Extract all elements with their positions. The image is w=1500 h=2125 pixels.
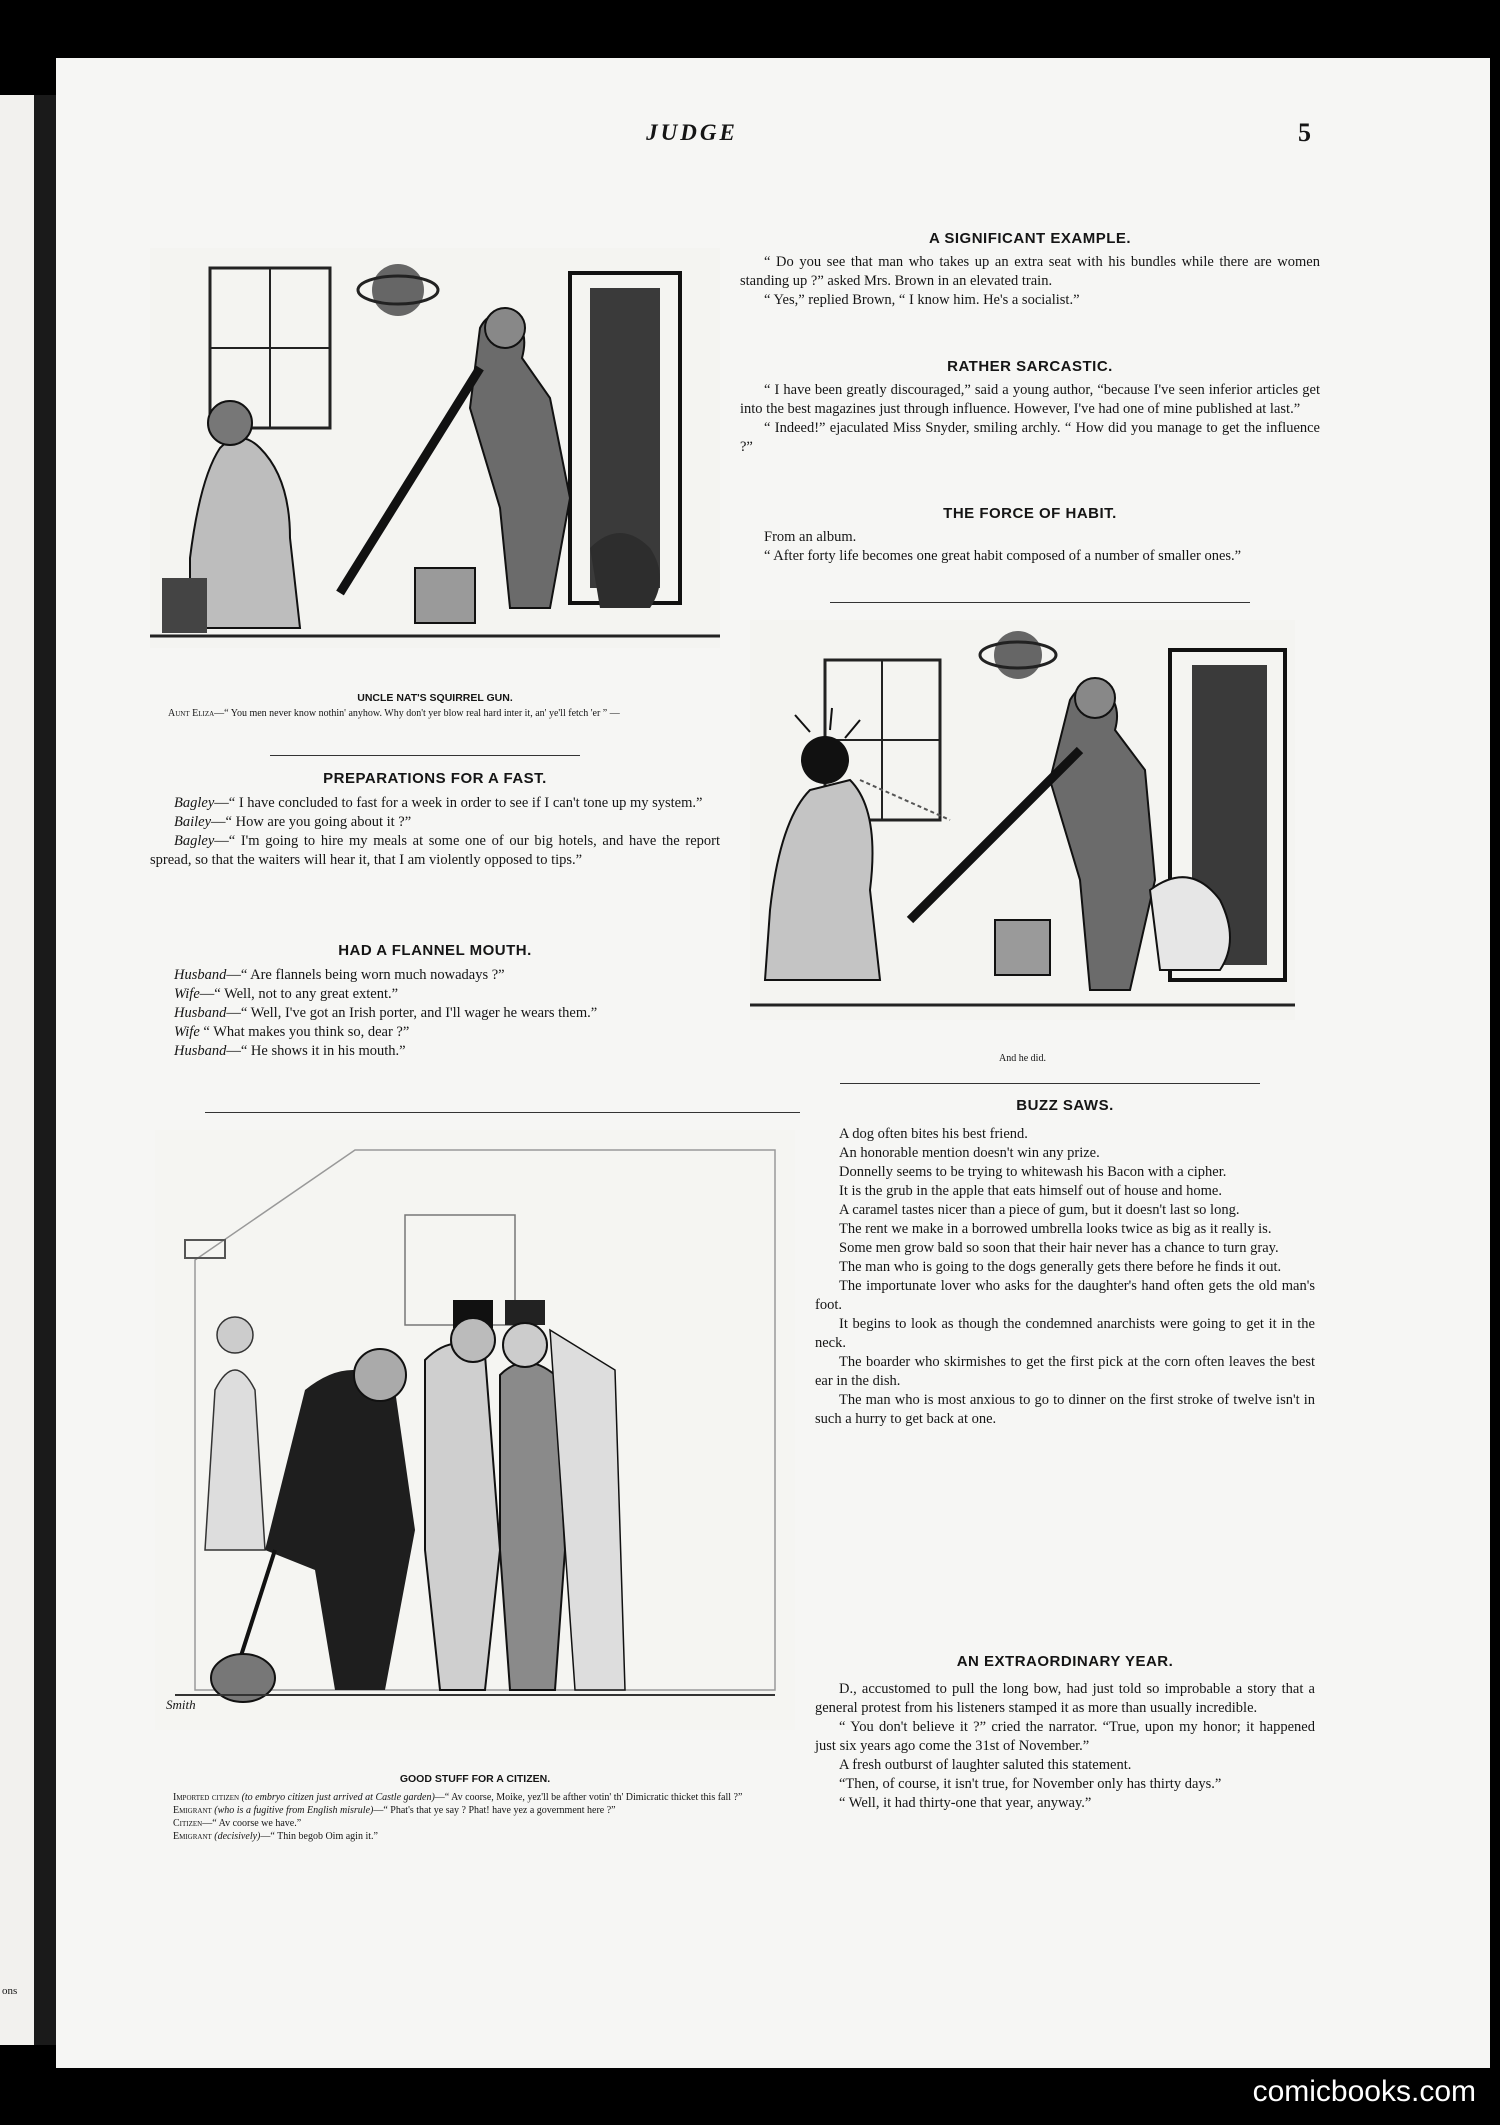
article-paragraph: “ Do you see that man who takes up an extra seat with his bundles while there are women standing up ?” asked Mrs. Brown in an elevated train. — [740, 254, 1320, 289]
dialogue-line: —“ I have concluded to fast for a week in order to see if I can't tone up my system.” — [214, 795, 703, 811]
list-item: The man who is going to the dogs generally gets there before he finds it out. — [839, 1259, 1282, 1275]
habit-headline: THE FORCE OF HABIT. — [943, 505, 1117, 522]
habit-article — [740, 528, 1320, 566]
dialogue-line: —“ Well, not to any great extent.” — [199, 986, 399, 1002]
article-paragraph: “ I have been greatly discouraged,” said a young author, “because I've seen inferior articles get into the best magazines just through influence. However, I've had one of mine published at last.” — [740, 382, 1320, 417]
caption-speaker: Emigrant — [173, 1831, 212, 1842]
list-item: The rent we make in a borrowed umbrella looks twice as big as it really is. — [839, 1221, 1272, 1237]
book-spine — [34, 95, 56, 2045]
extraordinary-headline: AN EXTRAORDINARY YEAR. — [956, 1653, 1174, 1670]
article-paragraph: “ You don't believe it ?” cried the narrator. “True, upon my honor; it happened just six years ago come the 31st of November.” — [815, 1719, 1315, 1754]
cartoon3-title: GOOD STUFF FOR A CITIZEN. — [399, 1773, 551, 1785]
sarcastic-headline: RATHER SARCASTIC. — [947, 358, 1113, 375]
preparations-headline: PREPARATIONS FOR A FAST. — [323, 770, 547, 787]
cartoon3-caption — [155, 1791, 795, 1843]
article-paragraph: From an album. — [764, 529, 857, 545]
dialogue-speaker: Wife — [174, 1024, 200, 1040]
list-item: The boarder who skirmishes to get the first pick at the corn often leaves the best ear in the dish. — [815, 1354, 1315, 1389]
divider-rule — [270, 755, 580, 756]
dialogue-speaker: Bailey — [174, 814, 212, 830]
flannel-article — [150, 966, 720, 1061]
list-item: The importunate lover who asks for the daughter's hand often gets the old man's foot. — [815, 1278, 1315, 1313]
watermark-text: comicbooks.com — [1252, 2075, 1476, 2108]
significant-article — [740, 253, 1320, 310]
caption-line: —“ Av coorse we have.” — [202, 1818, 302, 1829]
dialogue-speaker: Bagley — [174, 833, 215, 849]
sarcastic-article — [740, 381, 1320, 457]
left-page-edge-text: ons — [2, 1985, 18, 1997]
dialogue-line: “ What makes you think so, dear ?” — [199, 1024, 410, 1040]
cartoon3-signature: Smith — [166, 1697, 196, 1712]
caption-line: —“ Thin begob Oim agin it.” — [260, 1831, 378, 1842]
list-item: The man who is most anxious to go to dinner on the first stroke of twelve isn't in such a hurry to get back at one. — [815, 1392, 1315, 1427]
article-paragraph: “Then, of course, it isn't true, for November only has thirty days.” — [839, 1776, 1222, 1792]
dialogue-line: —“ I'm going to hire my meals at some one of our big hotels, and have the report spread, so that the waiters will hear it, that I am violently opposed to tips.” — [150, 833, 720, 868]
buzz-saws-article — [815, 1125, 1315, 1429]
divider-rule — [830, 602, 1250, 603]
caption-line: —“ Av coorse, Moike, yez'll be afther votin' th' Dimicratic thicket this fall ?” — [434, 1792, 743, 1803]
cartoon1-dialogue: —“ You men never know nothin' anyhow. Why don't yer blow real hard inter it, an' ye'll fetch 'er ” — — [214, 708, 620, 719]
masthead-title: JUDGE — [646, 120, 738, 145]
cartoon-and-he-did-illustration — [750, 620, 1295, 1020]
dialogue-speaker: Wife — [174, 986, 200, 1002]
left-page-edge — [0, 95, 34, 2045]
article-paragraph: “ Well, it had thirty-one that year, anyway.” — [839, 1795, 1092, 1811]
list-item: It begins to look as though the condemned anarchists were going to get it in the neck. — [815, 1316, 1315, 1351]
cartoon1-title: UNCLE NAT'S SQUIRREL GUN. — [357, 692, 513, 704]
page-number: 5 — [1298, 118, 1311, 147]
extraordinary-article — [815, 1680, 1315, 1813]
article-paragraph: “ After forty life becomes one great habit composed of a number of smaller ones.” — [764, 548, 1242, 564]
divider-rule — [205, 1112, 800, 1113]
article-paragraph: D., accustomed to pull the long bow, had just told so improbable a story that a general protest from his listeners stamped it as more than usually incredible. — [815, 1681, 1315, 1716]
cartoon1-caption — [150, 707, 720, 720]
dialogue-line: —“ Are flannels being worn much nowadays ?” — [226, 967, 505, 983]
article-paragraph: “ Yes,” replied Brown, “ I know him. He's a socialist.” — [764, 292, 1080, 308]
caption-speaker: Emigrant — [173, 1805, 212, 1816]
dialogue-speaker: Husband — [174, 967, 227, 983]
flannel-headline: HAD A FLANNEL MOUTH. — [338, 942, 532, 959]
cartoon-squirrel-gun-illustration — [150, 248, 720, 648]
dialogue-speaker: Husband — [174, 1005, 227, 1021]
list-item: A dog often bites his best friend. — [839, 1126, 1028, 1142]
dialogue-speaker: Bagley — [174, 795, 215, 811]
divider-rule — [840, 1083, 1260, 1084]
cartoon-citizen-illustration — [155, 1130, 795, 1730]
article-paragraph: A fresh outburst of laughter saluted this statement. — [839, 1757, 1132, 1773]
caption-aside: (decisively) — [214, 1831, 261, 1842]
cartoon1-speaker: Aunt Eliza — [168, 708, 215, 719]
list-item: It is the grub in the apple that eats himself out of house and home. — [839, 1183, 1222, 1199]
buzz-saws-headline: BUZZ SAWS. — [1016, 1097, 1114, 1114]
list-item: An honorable mention doesn't win any prize. — [839, 1145, 1100, 1161]
caption-speaker: Citizen — [173, 1818, 203, 1829]
caption-speaker: Imported citizen — [173, 1792, 240, 1803]
caption-aside: (who is a fugitive from English misrule) — [214, 1805, 374, 1816]
significant-headline: A SIGNIFICANT EXAMPLE. — [928, 230, 1132, 247]
list-item: Some men grow bald so soon that their hair never has a chance to turn gray. — [839, 1240, 1279, 1256]
dialogue-line: —“ How are you going about it ?” — [211, 814, 412, 830]
cartoon2-caption: And he did. — [999, 1053, 1046, 1064]
article-paragraph: “ Indeed!” ejaculated Miss Snyder, smiling archly. “ How did you manage to get the influence ?” — [740, 420, 1320, 455]
list-item: Donnelly seems to be trying to whitewash his Bacon with a cipher. — [839, 1164, 1227, 1180]
dialogue-line: —“ Well, I've got an Irish porter, and I'll wager he wears them.” — [226, 1005, 598, 1021]
caption-aside: (to embryo citizen just arrived at Castle garden) — [241, 1792, 435, 1803]
preparations-article — [150, 794, 720, 870]
dialogue-speaker: Husband — [174, 1043, 227, 1059]
dialogue-line: —“ He shows it in his mouth.” — [226, 1043, 406, 1059]
caption-line: —“ Phat's that ye say ? Phat! have yez a government here ?” — [373, 1805, 616, 1816]
list-item: A caramel tastes nicer than a piece of gum, but it doesn't last so long. — [839, 1202, 1240, 1218]
